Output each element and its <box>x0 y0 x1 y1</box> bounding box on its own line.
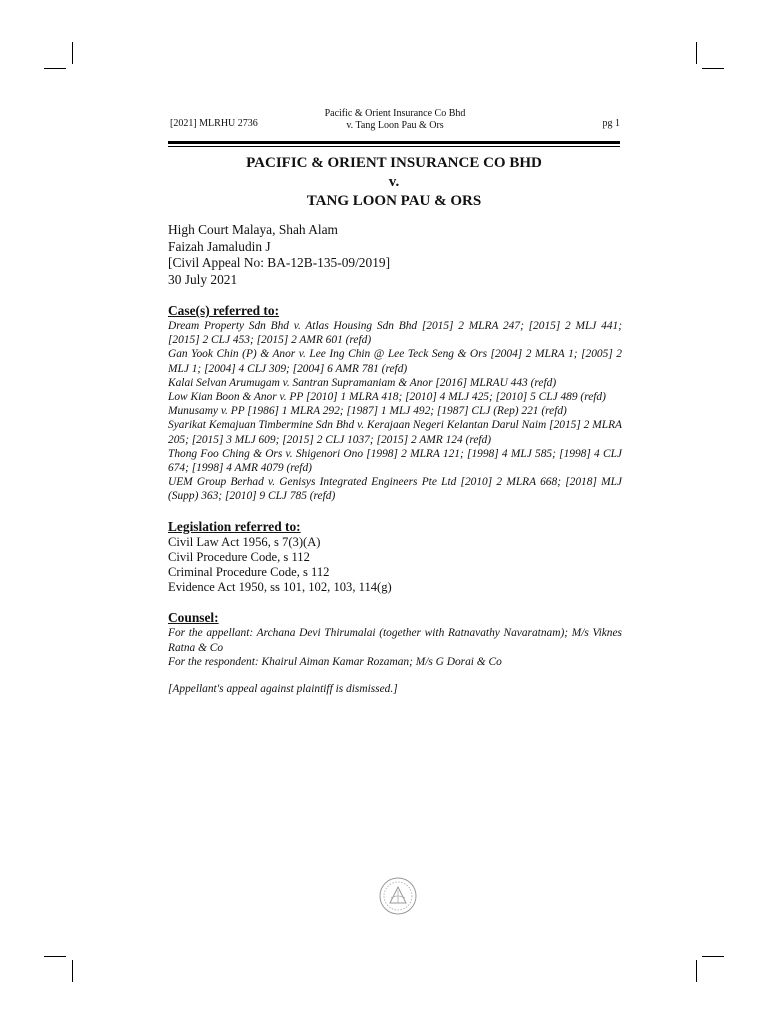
cases-list <box>168 319 622 504</box>
crop-mark-top-left-horizontal <box>44 68 66 69</box>
running-head-parties <box>170 108 620 132</box>
appeal-number: [Civil Appeal No: BA-12B-135-09/2019] <box>168 255 391 270</box>
header-rule-thick <box>168 141 620 144</box>
case-item: Munusamy v. PP [1986] 1 MLRA 292; [1987] 1 MLJ 492; [1987] CLJ (Rep) 221 (refd) <box>168 405 567 418</box>
crop-mark-bottom-right-horizontal <box>702 956 724 957</box>
page-content <box>168 222 622 696</box>
citation: [2021] MLRHU 2736 <box>170 118 258 129</box>
case-item: Low Kian Boon & Anor v. PP [2010] 1 MLRA 418; [2010] 4 MLJ 425; [2010] 5 CLJ 489 (refd) <box>168 391 606 404</box>
judgment-date: 30 July 2021 <box>168 271 238 287</box>
legislation-list <box>168 535 622 596</box>
legislation-item: Evidence Act 1950, ss 101, 102, 103, 114(g) <box>168 580 392 595</box>
counsel-respondent: For the respondent: Khairul Aiman Kamar Rozaman; M/s G Dorai & Co <box>168 655 502 668</box>
crop-mark-bottom-left-vertical <box>72 960 73 982</box>
crop-mark-top-right-horizontal <box>702 68 724 69</box>
case-outcome: [Appellant's appeal against plaintiff is dismissed.] <box>168 683 398 696</box>
parties-line-1: Pacific & Orient Insurance Co Bhd <box>324 108 466 119</box>
counsel-appellant: For the appellant: Archana Devi Thirumalai (together with Ratnavathy Navaratnam); M/s Viknes Ratna & Co <box>168 627 622 654</box>
seal-emblem-icon <box>378 876 418 916</box>
parties-line-2: v. Tang Loon Pau & Ors <box>346 120 444 131</box>
case-item: Gan Yook Chin (P) & Anor v. Lee Ing Chin @ Lee Teck Seng & Ors [2004] 2 MLRA 1; [2005] 2 MLJ 1; [2004] 4 CLJ 309; [2004] 6 AMR 781 (refd) <box>168 348 622 375</box>
cases-heading: Case(s) referred to: <box>168 303 280 318</box>
respondent-name: TANG LOON PAU & ORS <box>306 193 482 209</box>
counsel-list <box>168 626 622 669</box>
case-item: Kalai Selvan Arumugam v. Santran Supramaniam & Anor [2016] MLRAU 443 (refd) <box>168 376 557 389</box>
crop-mark-bottom-left-horizontal <box>44 956 66 957</box>
page-number: pg 1 <box>602 118 620 129</box>
case-item: Dream Property Sdn Bhd v. Atlas Housing Sdn Bhd [2015] 2 MLRA 247; [2015] 2 MLJ 441; [2015] 2 CLJ 453; [2015] 2 AMR 601 (refd) <box>168 320 622 347</box>
appellant-name: PACIFIC & ORIENT INSURANCE CO BHD <box>246 155 542 171</box>
case-item: Thong Foo Ching & Ors v. Shigenori Ono [1998] 2 MLRA 121; [1998] 4 MLJ 585; [1998] 4 CLJ 674; [1998] 4 AMR 4079 (refd) <box>168 447 622 475</box>
legislation-heading: Legislation referred to: <box>168 518 301 534</box>
running-head <box>170 108 620 134</box>
legislation-item: Civil Law Act 1956, s 7(3)(A) <box>168 534 321 549</box>
court-info <box>168 222 622 288</box>
case-title <box>168 154 620 211</box>
crop-mark-bottom-right-vertical <box>696 960 697 982</box>
header-rule-thin <box>168 146 620 147</box>
counsel-heading: Counsel: <box>168 610 219 626</box>
crop-mark-top-left-vertical <box>72 42 73 64</box>
case-item: Syarikat Kemajuan Timbermine Sdn Bhd v. Kerajaan Negeri Kelantan Darul Naim [2015] 2 MLRA 205; [2015] 3 MLJ 609; [2015] 2 CLJ 1037; [2015] 2 AMR 124 (refd) <box>168 419 622 446</box>
legislation-item: Civil Procedure Code, s 112 <box>168 549 310 564</box>
versus: v. <box>388 174 400 190</box>
crop-mark-top-right-vertical <box>696 42 697 64</box>
judge-name: Faizah Jamaludin J <box>168 238 271 254</box>
case-item: UEM Group Berhad v. Genisys Integrated Engineers Pte Ltd [2010] 2 MLRA 668; [2018] MLJ (Supp) 363; [2010] 9 CLJ 785 (refd) <box>168 476 622 503</box>
legislation-item: Criminal Procedure Code, s 112 <box>168 565 330 580</box>
court-name: High Court Malaya, Shah Alam <box>168 222 338 237</box>
